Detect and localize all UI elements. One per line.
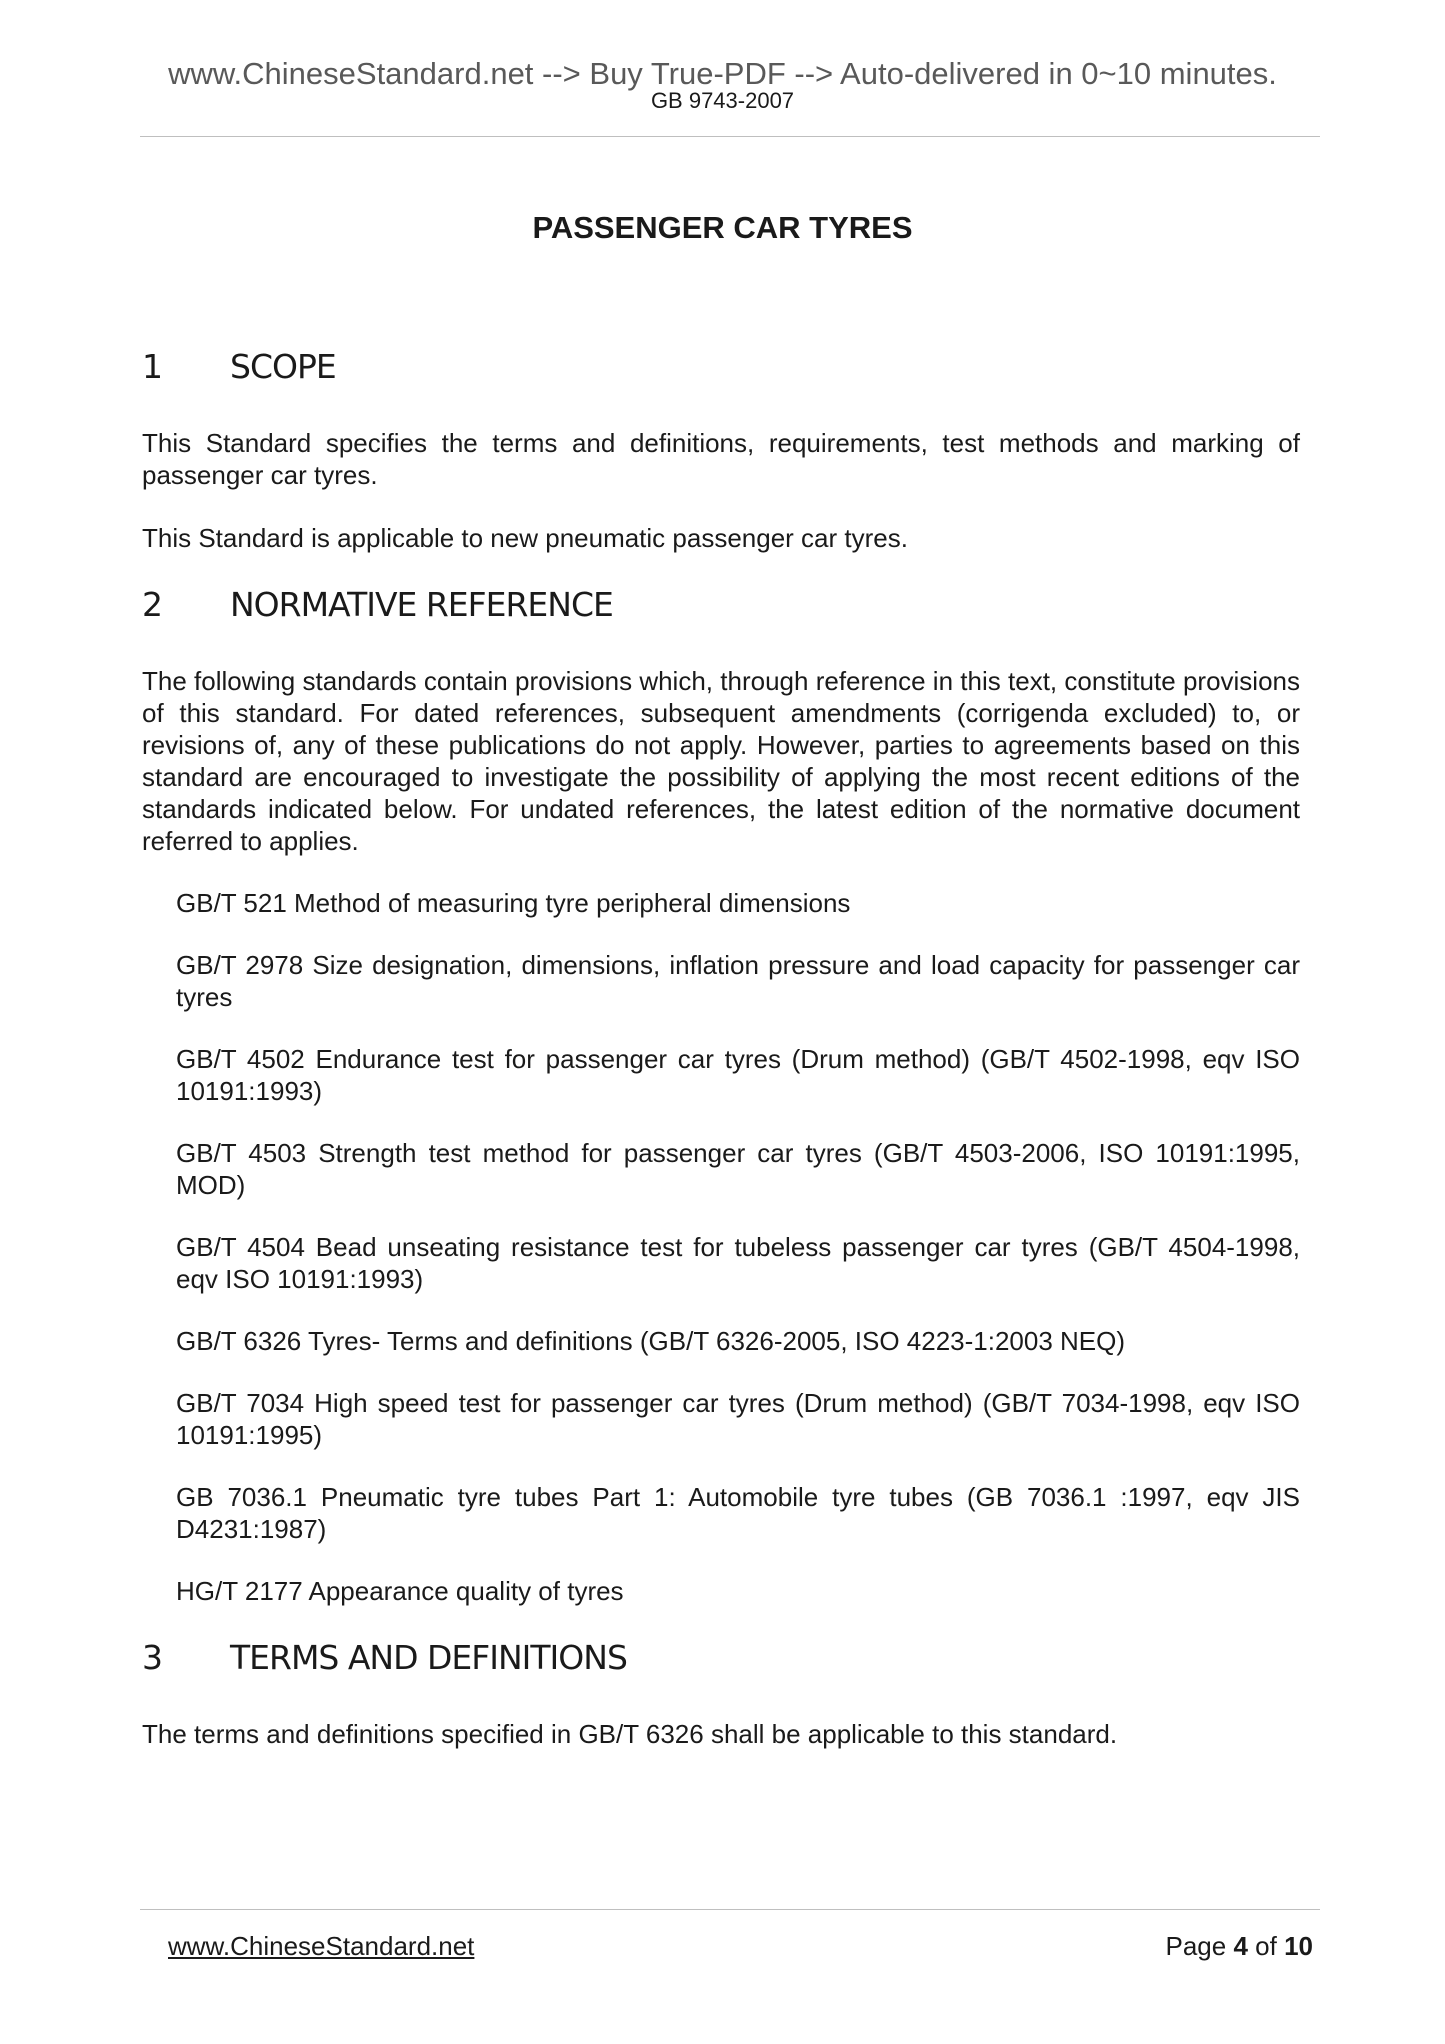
reference-item: GB/T 521 Method of measuring tyre peripheral dimensions xyxy=(176,888,851,918)
terms-paragraph: The terms and definitions specified in GB/T 6326 shall be applicable to this standard. xyxy=(142,1719,1118,1749)
page-current: 4 xyxy=(1233,1931,1248,1961)
section-number: 1 xyxy=(142,347,162,386)
section-heading-normative-reference xyxy=(142,585,613,624)
reference-item: GB 7036.1 Pneumatic tyre tubes Part 1: Automobile tyre tubes (GB 7036.1 :1997, eqv JIS D4231:1987) xyxy=(176,1482,1300,1544)
document-number: GB 9743-2007 xyxy=(650,88,795,113)
normative-reference-paragraph: The following standards contain provisions which, through reference in this text, constitute provisions of this standard. For dated references, subsequent amendments (corrigenda excluded) to, or revisions of, any of these publications do not apply. However, parties to agreements based on this standard are encouraged to investigate the possibility of applying the most recent editions of the standards indicated below. For undated references, the latest edition of the normative document referred to applies. xyxy=(142,666,1300,856)
section-heading-scope xyxy=(142,347,336,386)
footer-website-link[interactable]: www.ChineseStandard.net xyxy=(168,1931,475,1961)
reference-item: GB/T 4503 Strength test method for passenger car tyres (GB/T 4503-2006, ISO 10191:1995, MOD) xyxy=(176,1138,1300,1200)
reference-item: GB/T 4504 Bead unseating resistance test for tubeless passenger car tyres (GB/T 4504-1998, eqv ISO 10191:1993) xyxy=(176,1232,1300,1294)
scope-paragraph-1: This Standard specifies the terms and definitions, requirements, test methods and marking of passenger car tyres. xyxy=(142,428,1300,490)
section-title: NORMATIVE REFERENCE xyxy=(230,585,613,624)
header-banner: www.ChineseStandard.net --> Buy True-PDF --> Auto-delivered in 0~10 minutes. xyxy=(168,56,1277,91)
page-total: 10 xyxy=(1284,1931,1313,1961)
page-indicator xyxy=(1165,1931,1313,1962)
reference-item: GB/T 2978 Size designation, dimensions, inflation pressure and load capacity for passenger car tyres xyxy=(176,950,1300,1012)
page-of-label: of xyxy=(1255,1931,1277,1961)
page-label: Page xyxy=(1165,1931,1227,1961)
page-title: PASSENGER CAR TYRES xyxy=(532,210,913,245)
reference-item: GB/T 7034 High speed test for passenger car tyres (Drum method) (GB/T 7034-1998, eqv ISO 10191:1995) xyxy=(176,1388,1300,1450)
section-heading-terms-and-definitions xyxy=(142,1638,627,1677)
header-divider xyxy=(140,136,1320,137)
reference-item: HG/T 2177 Appearance quality of tyres xyxy=(176,1576,624,1606)
section-number: 3 xyxy=(142,1638,162,1677)
section-title: TERMS AND DEFINITIONS xyxy=(230,1638,627,1677)
section-number: 2 xyxy=(142,585,162,624)
reference-item: GB/T 4502 Endurance test for passenger car tyres (Drum method) (GB/T 4502-1998, eqv ISO 10191:1993) xyxy=(176,1044,1300,1106)
reference-item: GB/T 6326 Tyres- Terms and definitions (GB/T 6326-2005, ISO 4223-1:2003 NEQ) xyxy=(176,1326,1126,1356)
section-title: SCOPE xyxy=(230,347,336,386)
scope-paragraph-2: This Standard is applicable to new pneumatic passenger car tyres. xyxy=(142,523,908,553)
footer-divider xyxy=(140,1909,1320,1910)
